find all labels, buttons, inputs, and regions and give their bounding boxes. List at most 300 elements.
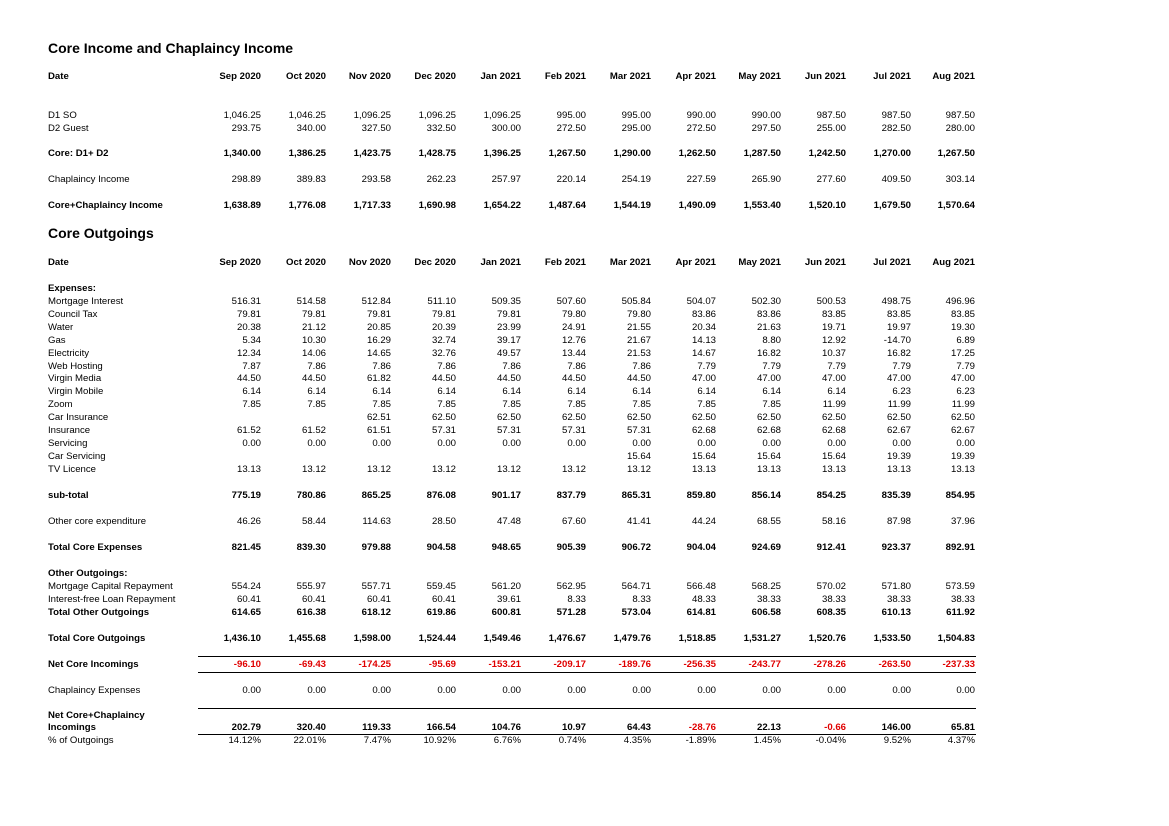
table-cell: 38.33 — [886, 594, 911, 605]
table-cell: 7.86 — [632, 360, 651, 372]
table-cell: 265.90 — [751, 174, 781, 185]
table-cell: 614.81 — [686, 607, 716, 618]
table-cell: 44.24 — [691, 516, 716, 527]
table-cell: 610.13 — [881, 607, 911, 618]
table-cell: Aug 2021 — [932, 257, 975, 268]
table-cell: 7.85 — [437, 399, 456, 411]
row-label: Expenses: — [48, 283, 96, 294]
table-cell: 79.81 — [301, 308, 326, 320]
table-cell: 68.55 — [756, 516, 781, 527]
table-cell: 1,046.25 — [223, 110, 261, 121]
table-cell: 496.96 — [945, 296, 975, 307]
table-cell: 13.12 — [496, 463, 521, 475]
table-cell: -278.26 — [813, 659, 846, 670]
table-cell: 83.85 — [886, 308, 911, 320]
table-cell: 146.00 — [881, 722, 911, 733]
table-cell: 0.00 — [956, 437, 975, 449]
table-cell: 320.40 — [296, 722, 326, 733]
row-label: Insurance — [48, 425, 91, 436]
table-cell: 15.64 — [821, 450, 846, 462]
table-cell: 500.53 — [816, 296, 846, 307]
table-cell: 990.00 — [686, 110, 716, 121]
table-cell: 511.10 — [427, 296, 456, 307]
table-cell: Jan 2021 — [480, 257, 521, 268]
table-cell: 83.85 — [950, 308, 975, 320]
table-cell: 44.50 — [431, 373, 456, 385]
table-cell: Dec 2020 — [414, 257, 456, 268]
table-cell: 1,518.85 — [678, 633, 716, 644]
table-cell: 948.65 — [491, 542, 521, 553]
table-cell: 37.96 — [950, 516, 975, 527]
table-cell: 7.85 — [307, 399, 326, 411]
table-cell: Nov 2020 — [348, 257, 391, 268]
table-cell: 13.13 — [236, 463, 261, 475]
row-label: D1 SO — [48, 110, 77, 121]
table-row — [0, 489, 1169, 502]
table-cell: 6.14 — [632, 386, 651, 398]
table-row — [0, 295, 1169, 308]
table-cell: 923.37 — [881, 542, 911, 553]
table-cell: 1,455.68 — [288, 633, 326, 644]
table-cell: 1,504.83 — [937, 633, 975, 644]
row-label: Total Other Outgoings — [48, 607, 150, 618]
table-cell: 41.41 — [626, 516, 651, 527]
table-cell: 6.23 — [892, 386, 911, 398]
table-cell: 332.50 — [426, 123, 456, 134]
table-cell: 502.30 — [751, 296, 781, 307]
table-cell: 280.00 — [945, 123, 975, 134]
table-cell: 7.86 — [437, 360, 456, 372]
table-cell: 571.80 — [881, 581, 911, 592]
table-cell: 60.41 — [431, 594, 456, 605]
table-cell: Oct 2020 — [285, 71, 326, 82]
table-cell: 12.92 — [821, 334, 846, 346]
table-row — [0, 515, 1169, 528]
table-cell: 859.80 — [686, 490, 716, 501]
table-cell: 904.58 — [426, 542, 456, 553]
row-label: Servicing — [48, 437, 88, 449]
table-cell: 7.86 — [372, 360, 391, 372]
table-cell: 13.12 — [366, 463, 391, 475]
table-cell: 1,717.33 — [353, 200, 391, 211]
table-cell: -237.33 — [942, 659, 975, 670]
header-row — [0, 256, 1169, 269]
table-cell: 20.34 — [691, 321, 716, 333]
row-label: Net Core+Chaplaincy — [48, 710, 145, 721]
table-row — [0, 684, 1169, 697]
table-cell: 1,262.50 — [678, 148, 716, 159]
table-cell: 21.12 — [301, 321, 326, 333]
table-cell: 60.41 — [301, 594, 326, 605]
table-cell: 1,096.25 — [418, 110, 456, 121]
table-cell: May 2021 — [738, 257, 781, 268]
table-cell: 62.50 — [756, 412, 781, 424]
table-row — [0, 463, 1169, 476]
table-cell: 507.60 — [556, 296, 586, 307]
table-cell: 6.89 — [956, 334, 975, 346]
table-cell: 0.00 — [242, 437, 261, 449]
table-cell: 62.50 — [496, 412, 521, 424]
table-cell: 0.00 — [307, 685, 326, 696]
row-label: Mortgage Interest — [48, 296, 124, 307]
table-cell: 614.65 — [231, 607, 261, 618]
table-cell: 566.48 — [686, 581, 716, 592]
table-cell: 606.58 — [751, 607, 781, 618]
table-cell: 1,490.09 — [678, 200, 716, 211]
table-cell: 39.61 — [496, 594, 521, 605]
row-label: % of Outgoings — [48, 735, 114, 746]
table-cell: 62.68 — [756, 425, 781, 436]
table-cell: 1,428.75 — [418, 148, 456, 159]
table-cell: 7.79 — [762, 360, 781, 372]
table-cell: 0.00 — [437, 437, 456, 449]
table-cell: 83.85 — [821, 308, 846, 320]
table-cell: 13.12 — [431, 463, 456, 475]
table-cell: 202.79 — [231, 722, 261, 733]
table-cell: 79.81 — [496, 308, 521, 320]
header-row — [0, 70, 1169, 83]
table-cell: 6.76% — [493, 735, 521, 746]
table-cell: 0.00 — [697, 437, 716, 449]
table-cell: 38.33 — [821, 594, 846, 605]
table-cell: 7.85 — [242, 399, 261, 411]
table-cell: -28.76 — [688, 722, 716, 733]
table-cell: 0.00 — [892, 685, 911, 696]
table-cell: 44.50 — [561, 373, 586, 385]
table-cell: 8.33 — [632, 594, 651, 605]
table-cell: 854.25 — [816, 490, 846, 501]
table-cell: 1,396.25 — [483, 148, 521, 159]
table-cell: -14.70 — [883, 334, 911, 346]
row-label: TV Licence — [48, 463, 96, 475]
table-cell: 1,598.00 — [353, 633, 391, 644]
table-cell: 854.95 — [945, 490, 975, 501]
table-cell: 15.64 — [626, 450, 651, 462]
table-cell: Jun 2021 — [804, 71, 846, 82]
table-cell: 7.47% — [363, 735, 391, 746]
table-cell: 1,679.50 — [873, 200, 911, 211]
row-label: Water — [48, 321, 74, 333]
table-cell: 47.00 — [821, 373, 846, 385]
table-cell: 64.43 — [626, 722, 651, 733]
table-cell: 62.50 — [886, 412, 911, 424]
table-cell: 12.76 — [561, 334, 586, 346]
table-cell: 13.12 — [301, 463, 326, 475]
table-cell: 79.81 — [366, 308, 391, 320]
table-cell: 573.04 — [621, 607, 651, 618]
table-cell: 876.08 — [426, 490, 456, 501]
table-cell: 119.33 — [362, 722, 391, 733]
section-title: Core Outgoings — [48, 225, 154, 241]
table-row — [0, 450, 1169, 463]
table-cell: 47.48 — [496, 516, 521, 527]
table-row — [0, 437, 1169, 450]
row-label: Date — [48, 257, 69, 268]
table-cell: -95.69 — [428, 659, 456, 670]
table-cell: 38.33 — [756, 594, 781, 605]
table-cell: 990.00 — [751, 110, 781, 121]
row-label: Chaplaincy Expenses — [48, 685, 141, 696]
table-cell: 49.57 — [496, 347, 521, 359]
table-row — [0, 593, 1169, 606]
table-cell: 62.50 — [431, 412, 456, 424]
table-cell: 0.74% — [558, 735, 586, 746]
table-cell: 0.00 — [892, 437, 911, 449]
table-row — [0, 109, 1169, 122]
table-cell: 272.50 — [686, 123, 716, 134]
table-cell: 114.63 — [362, 516, 391, 527]
table-cell: 1,287.50 — [743, 148, 781, 159]
table-cell: 6.14 — [437, 386, 456, 398]
table-cell: 904.04 — [686, 542, 716, 553]
table-cell: 618.12 — [361, 607, 391, 618]
table-cell: 62.50 — [626, 412, 651, 424]
row-label: Chaplaincy Income — [48, 174, 130, 185]
table-cell: -189.76 — [618, 659, 651, 670]
table-cell: 1,386.25 — [288, 148, 326, 159]
table-cell: 1,553.40 — [743, 200, 781, 211]
table-cell: 44.50 — [496, 373, 521, 385]
table-cell: 7.85 — [697, 399, 716, 411]
table-cell: 0.00 — [372, 437, 391, 449]
table-cell: 19.71 — [821, 321, 846, 333]
table-cell: 257.97 — [491, 174, 521, 185]
row-label: D2 Guest — [48, 123, 89, 134]
table-row — [0, 321, 1169, 334]
table-cell: 13.12 — [626, 463, 651, 475]
table-cell: 0.00 — [307, 437, 326, 449]
table-row — [0, 541, 1169, 554]
table-cell: 13.12 — [561, 463, 586, 475]
table-cell: 340.00 — [296, 123, 326, 134]
table-cell: 562.95 — [556, 581, 586, 592]
table-cell: 987.50 — [881, 110, 911, 121]
table-cell: 22.13 — [756, 722, 781, 733]
table-cell: 15.64 — [691, 450, 716, 462]
table-cell: 20.85 — [366, 321, 391, 333]
row-label: Core: D1+ D2 — [48, 148, 109, 159]
table-cell: 79.80 — [561, 308, 586, 320]
table-cell: 0.00 — [502, 437, 521, 449]
table-cell: 14.65 — [366, 347, 391, 359]
table-cell: 19.97 — [886, 321, 911, 333]
table-cell: 16.29 — [366, 334, 391, 346]
table-cell: 0.00 — [762, 685, 781, 696]
row-label: Net Core Incomings — [48, 659, 139, 670]
table-cell: Feb 2021 — [544, 71, 586, 82]
table-cell: 0.00 — [697, 685, 716, 696]
table-cell: 21.67 — [626, 334, 651, 346]
table-cell: 44.50 — [236, 373, 261, 385]
table-cell: 0.00 — [502, 685, 521, 696]
table-cell: 7.85 — [372, 399, 391, 411]
table-cell: 514.58 — [296, 296, 326, 307]
table-cell: 303.14 — [945, 174, 975, 185]
table-cell: 61.52 — [301, 425, 326, 436]
table-cell: 498.75 — [881, 296, 911, 307]
table-cell: 295.00 — [621, 123, 651, 134]
table-cell: 856.14 — [751, 490, 781, 501]
table-cell: 57.31 — [431, 425, 456, 436]
table-row — [0, 372, 1169, 385]
table-row — [0, 632, 1169, 645]
table-cell: 13.13 — [691, 463, 716, 475]
table-cell: 906.72 — [621, 542, 651, 553]
table-cell: Aug 2021 — [932, 71, 975, 82]
table-cell: 282.50 — [881, 123, 911, 134]
row-label: Virgin Mobile — [48, 386, 104, 398]
section-heading — [0, 282, 1169, 295]
table-cell: 79.80 — [626, 308, 651, 320]
table-cell: 62.50 — [950, 412, 975, 424]
table-cell: 39.17 — [496, 334, 521, 346]
table-cell: 62.51 — [366, 412, 391, 424]
table-cell: 0.00 — [632, 685, 651, 696]
table-cell: 0.00 — [372, 685, 391, 696]
table-cell: 1,549.46 — [483, 633, 521, 644]
table-cell: 7.79 — [697, 360, 716, 372]
table-cell: 7.86 — [567, 360, 586, 372]
table-cell: 67.60 — [561, 516, 586, 527]
underline-divider — [198, 672, 976, 673]
table-cell: 57.31 — [496, 425, 521, 436]
row-label: Total Core Expenses — [48, 542, 143, 553]
table-cell: 48.33 — [691, 594, 716, 605]
table-cell: 7.79 — [827, 360, 846, 372]
table-cell: 62.50 — [691, 412, 716, 424]
table-cell: 1,476.67 — [548, 633, 586, 644]
table-cell: 9.52% — [883, 735, 911, 746]
table-cell: 571.28 — [556, 607, 586, 618]
table-row — [0, 122, 1169, 135]
table-cell: 1,544.19 — [613, 200, 651, 211]
table-cell: Nov 2020 — [348, 71, 391, 82]
table-cell: Jun 2021 — [804, 257, 846, 268]
table-cell: 15.64 — [756, 450, 781, 462]
row-label: Incomings — [48, 722, 96, 733]
table-cell: 47.00 — [691, 373, 716, 385]
table-cell: 865.25 — [361, 490, 391, 501]
row-label: Car Insurance — [48, 412, 109, 424]
table-cell: 1,520.76 — [808, 633, 846, 644]
table-cell: 1,487.64 — [548, 200, 586, 211]
table-cell: 1,340.00 — [223, 148, 261, 159]
row-label: Electricity — [48, 347, 90, 359]
table-cell: 4.35% — [623, 735, 651, 746]
table-cell: 297.50 — [751, 123, 781, 134]
table-cell: 1,046.25 — [288, 110, 326, 121]
row-label: Mortgage Capital Repayment — [48, 581, 173, 592]
table-cell: 12.34 — [236, 347, 261, 359]
table-cell: 1,423.75 — [353, 148, 391, 159]
table-cell: 987.50 — [816, 110, 846, 121]
table-cell: 0.00 — [632, 437, 651, 449]
table-cell: -256.35 — [683, 659, 716, 670]
table-cell: -209.17 — [553, 659, 586, 670]
table-cell: 516.31 — [231, 296, 261, 307]
table-cell: 839.30 — [296, 542, 326, 553]
table-cell: 8.80 — [762, 334, 781, 346]
table-cell: 611.92 — [946, 607, 975, 618]
table-cell: 924.69 — [751, 542, 781, 553]
table-cell: 1,270.00 — [873, 148, 911, 159]
table-cell: -0.04% — [815, 735, 846, 746]
table-cell: 44.50 — [301, 373, 326, 385]
table-cell: 901.17 — [491, 490, 521, 501]
table-cell: 16.82 — [886, 347, 911, 359]
table-cell: 227.59 — [686, 174, 716, 185]
row-label: Other core expenditure — [48, 516, 147, 527]
table-cell: 1,267.50 — [937, 148, 975, 159]
table-cell: 13.13 — [950, 463, 975, 475]
table-cell: 300.00 — [491, 123, 521, 134]
table-cell: 61.51 — [366, 425, 391, 436]
table-cell: 561.20 — [491, 581, 521, 592]
table-cell: 0.00 — [827, 685, 846, 696]
row-label: Car Servicing — [48, 450, 106, 462]
table-cell: 58.44 — [301, 516, 326, 527]
table-cell: 62.68 — [691, 425, 716, 436]
table-cell: 10.92% — [423, 735, 456, 746]
table-cell: 46.26 — [236, 516, 261, 527]
table-cell: 389.83 — [296, 174, 326, 185]
row-label: Zoom — [48, 399, 73, 411]
table-cell: 5.34 — [242, 334, 261, 346]
table-cell: 166.54 — [426, 722, 456, 733]
table-cell: 65.81 — [950, 722, 975, 733]
table-cell: 83.86 — [691, 308, 716, 320]
table-cell: 293.58 — [361, 174, 391, 185]
table-cell: 13.13 — [756, 463, 781, 475]
table-row — [0, 308, 1169, 321]
table-cell: 10.37 — [821, 347, 846, 359]
table-cell: 23.99 — [496, 321, 521, 333]
table-cell: Jul 2021 — [873, 257, 911, 268]
table-cell: 32.76 — [431, 347, 456, 359]
table-row — [0, 411, 1169, 424]
table-cell: 505.84 — [621, 296, 651, 307]
table-cell: Mar 2021 — [609, 257, 651, 268]
table-row — [0, 199, 1169, 212]
table-cell: 57.31 — [626, 425, 651, 436]
table-cell: 554.24 — [231, 581, 261, 592]
table-cell: 83.86 — [756, 308, 781, 320]
table-cell: 7.85 — [632, 399, 651, 411]
table-cell: 32.74 — [431, 334, 456, 346]
table-cell: Oct 2020 — [285, 257, 326, 268]
table-cell: 24.91 — [561, 321, 586, 333]
table-cell: 6.14 — [502, 386, 521, 398]
table-cell: 600.81 — [491, 607, 521, 618]
table-cell: -153.21 — [488, 659, 521, 670]
table-cell: 62.67 — [886, 425, 911, 436]
table-cell: 0.00 — [567, 685, 586, 696]
table-cell: 1,570.64 — [937, 200, 975, 211]
row-label: Total Core Outgoings — [48, 633, 146, 644]
table-cell: 1,436.10 — [223, 633, 261, 644]
table-cell: 6.23 — [956, 386, 975, 398]
table-cell: -243.77 — [748, 659, 781, 670]
table-cell: 60.41 — [366, 594, 391, 605]
table-cell: 11.99 — [887, 399, 911, 411]
table-cell: 6.14 — [697, 386, 716, 398]
table-cell: Dec 2020 — [414, 71, 456, 82]
table-cell: 7.85 — [502, 399, 521, 411]
table-cell: 62.68 — [821, 425, 846, 436]
table-cell: 254.19 — [621, 174, 651, 185]
table-cell: -0.66 — [824, 722, 846, 733]
table-cell: 0.00 — [567, 437, 586, 449]
